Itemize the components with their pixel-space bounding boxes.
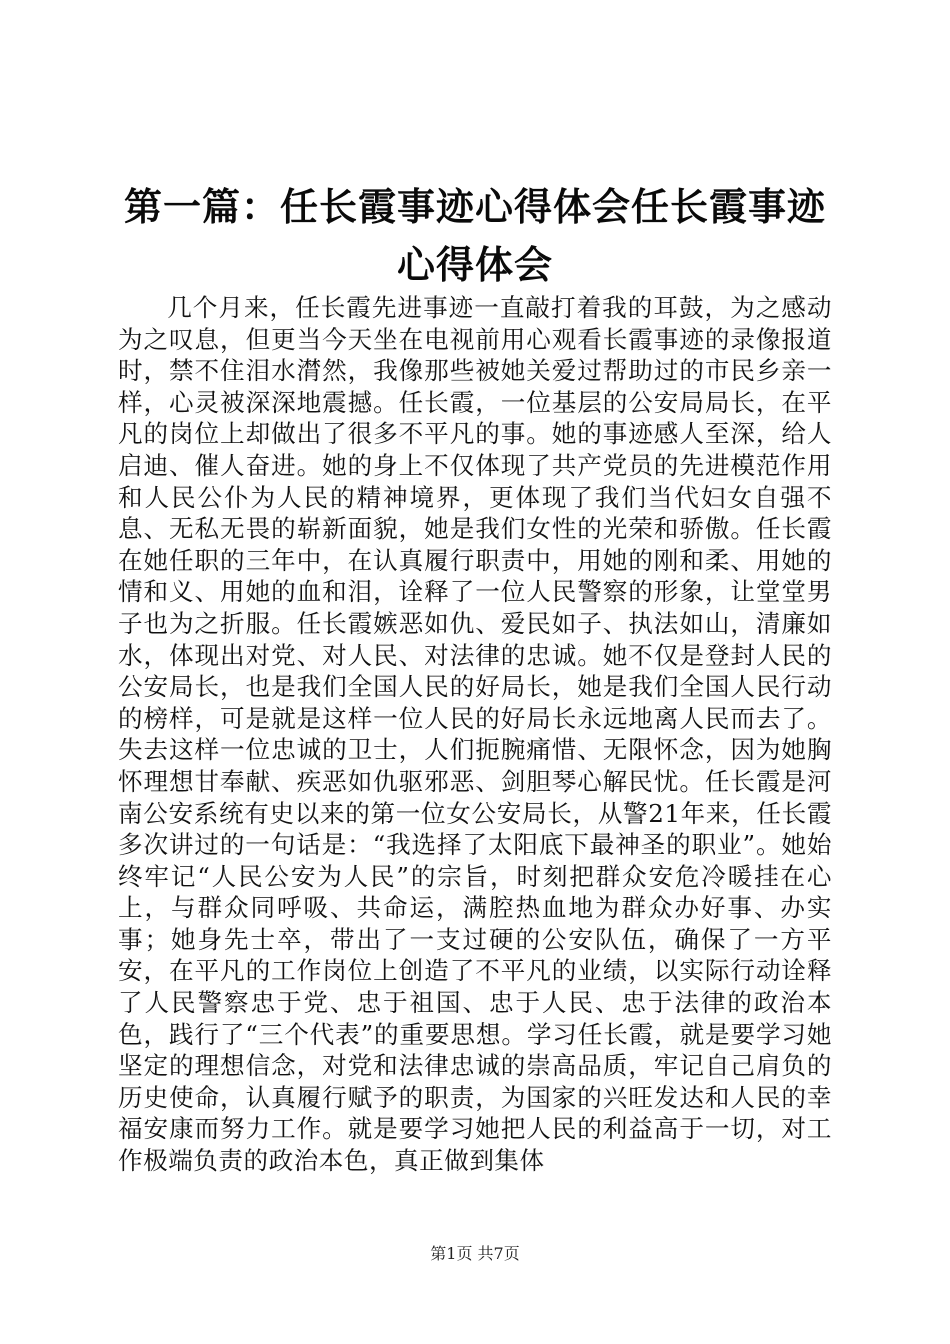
document-title: 第一篇：任长霞事迹心得体会任长霞事迹心得体会 — [123, 184, 826, 287]
page-number-footer: 第1页 共7页 — [430, 1244, 520, 1263]
document-body-paragraph: 几个月来，任长霞先进事迹一直敲打着我的耳鼓，为之感动为之叹息，但更当今天坐在电视前用心观看长霞事迹的录像报道时，禁不住泪水潸然，我像那些被她关爱过帮助过的市民乡亲一样，心灵被深深地震撼。任长霞，一位基层的公安局局长，在平凡的岗位上却做出了很多不平凡的事。她的事迹感人至深，给人启迪、催人奋进。她的身上不仅体现了共产党员的先进模范作用和人民公仆为人民的精神境界，更体现了我们当代妇女自强不息、无私无畏的崭新面貌，她是我们女性的光荣和骄傲。任长霞在她任职的三年中，在认真履行职责中，用她的刚和柔、用她的情和义、用她的血和泪，诠释了一位人民警察的形象，让堂堂男子也为之折服。任长霞嫉恶如仇、爱民如子、执法如山，清廉如水，体现出对党、对人民、对法律的忠诚。她不仅是登封人民的公安局长，也是我们全国人民的好局长，她是我们全国人民行动的榜样，可是就是这样一位人民的好局长永远地离人民而去了。失去这样一位忠诚的卫士，人们扼腕痛惜、无限怀念，因为她胸怀理想甘奉献、疾恶如仇驱邪恶、剑胆琴心解民忧。任长霞是河南公安系统有史以来的第一位女公安局长，从警21年来，任长霞多次讲过的一句话是：“我选择了太阳底下最神圣的职业”。她始终牢记“人民公安为人民”的宗旨，时刻把群众安危冷暖挂在心上，与群众同呼吸、共命运，满腔热血地为群众办好事、办实事；她身先士卒，带出了一支过硬的公安队伍，确保了一方平安，在平凡的工作岗位上创造了不平凡的业绩，以实际行动诠释了人民警察忠于党、忠于祖国、忠于人民、忠于法律的政治本色，践行了“三个代表”的重要思想。学习任长霞，就是要学习她坚定的理想信念，对党和法律忠诚的崇高品质，牢记自己肩负的历史使命，认真履行赋予的职责，为国家的兴旺发达和人民的幸福安康而努力工作。就是要学习她把人民的利益高于一切，对工作极端负责的政治本色，真正做到集体 — [118, 293, 832, 1176]
